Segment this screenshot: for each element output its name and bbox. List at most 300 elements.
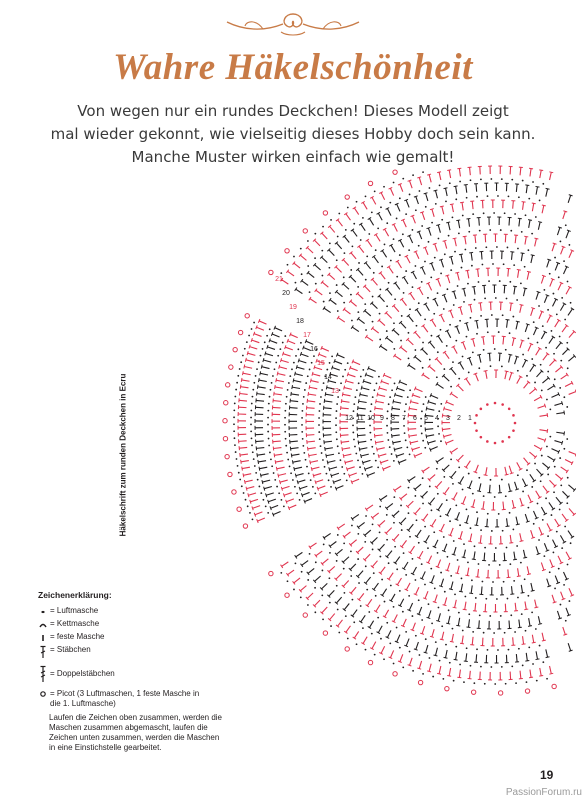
stitch-mark (558, 618, 562, 619)
chain-stitch (312, 486, 314, 488)
stitch-mark (515, 482, 518, 490)
stitch-mark (400, 599, 404, 606)
stitch-mark (287, 339, 288, 343)
stitch-mark (318, 486, 326, 489)
stitch-mark (434, 655, 438, 656)
stitch-mark (479, 218, 480, 226)
chain-stitch (508, 436, 511, 439)
stitch-mark (475, 603, 476, 611)
chain-stitch (268, 445, 270, 447)
legend-item-label: = Stäbchen (50, 645, 91, 654)
chain-stitch (514, 631, 516, 633)
chain-stitch (567, 564, 569, 566)
chain-stitch (409, 389, 411, 391)
stitch-mark (342, 448, 350, 449)
chain-stitch (375, 460, 377, 462)
stitch-mark (521, 585, 522, 593)
stitch-mark (308, 454, 309, 458)
chain-stitch (324, 466, 326, 468)
stitch-mark (288, 506, 290, 510)
stitch-mark (304, 500, 306, 504)
stitch-mark (515, 489, 519, 490)
stitch-mark (367, 240, 372, 247)
stitch-mark (509, 218, 510, 226)
stitch-mark (307, 441, 315, 442)
stitch-mark (293, 380, 301, 382)
stitch-mark (568, 531, 572, 538)
stitch-mark (508, 569, 509, 577)
stitch-mark (379, 454, 387, 456)
stitch-mark (346, 626, 351, 633)
chain-stitch (337, 534, 339, 536)
chain-stitch (242, 355, 244, 357)
stitch-mark (259, 378, 260, 382)
picot-mark (323, 631, 327, 635)
stitch-mark (432, 519, 436, 526)
stitch-mark (466, 185, 467, 193)
chain-stitch (498, 331, 500, 333)
stitch-mark (556, 262, 560, 263)
chain-stitch (489, 229, 491, 231)
chain-stitch (527, 507, 529, 509)
chain-stitch (489, 615, 491, 617)
stitch-mark (325, 392, 326, 396)
stitch-mark (308, 394, 316, 395)
chain-stitch (482, 581, 484, 583)
stitch-mark (381, 193, 385, 200)
stitch-mark (312, 372, 313, 376)
stitch-mark (366, 263, 371, 269)
chain-stitch (427, 547, 429, 549)
chain-stitch (399, 590, 401, 592)
chain-stitch (570, 542, 572, 544)
stitch-mark (450, 641, 454, 642)
stitch-mark (557, 228, 560, 236)
stitch-mark (410, 441, 411, 445)
stitch-mark (267, 347, 275, 350)
stitch-mark (410, 441, 418, 443)
picot-mark (368, 181, 372, 185)
stitch-mark (470, 534, 472, 542)
chain-stitch (494, 496, 496, 498)
stitch-mark (455, 272, 459, 273)
chain-stitch (501, 178, 503, 180)
stitch-mark (242, 467, 243, 471)
stitch-mark (397, 204, 400, 211)
picot-mark (368, 660, 372, 664)
chain-stitch (302, 445, 304, 447)
stitch-mark (447, 276, 449, 284)
chain-stitch (419, 190, 421, 192)
picot-mark (303, 229, 307, 233)
chain-stitch (446, 345, 448, 347)
stitch-mark (358, 441, 366, 442)
stitch-mark (398, 461, 400, 465)
chain-stitch (323, 544, 325, 546)
stitch-mark (242, 371, 243, 375)
chain-stitch (265, 505, 267, 507)
stitch-mark (455, 519, 459, 520)
chain-stitch (496, 246, 498, 248)
chain-stitch (331, 355, 333, 357)
stitch-mark (390, 188, 393, 195)
stitch-mark (470, 671, 471, 679)
stitch-mark (386, 528, 392, 534)
stitch-mark (536, 659, 540, 660)
chain-stitch (243, 492, 245, 494)
stitch-mark (535, 600, 537, 608)
stitch-mark (240, 454, 248, 455)
stitch-mark (423, 467, 430, 471)
chain-stitch (295, 282, 297, 284)
stitch-mark (268, 500, 269, 504)
chain-stitch (494, 402, 497, 405)
stitch-mark (248, 493, 256, 495)
stitch-mark (448, 616, 450, 624)
chain-stitch (490, 178, 492, 180)
chain-stitch (338, 452, 340, 454)
chain-stitch (381, 266, 383, 268)
stitch-mark (411, 629, 415, 630)
stitch-mark (547, 259, 551, 260)
chain-stitch (437, 552, 439, 554)
legend-item (38, 619, 228, 629)
chain-stitch (542, 325, 544, 327)
chain-stitch (505, 349, 507, 351)
stitch-mark (419, 551, 423, 558)
stitch-mark (372, 561, 377, 567)
chain-stitch (474, 299, 476, 301)
stitch-mark (374, 256, 379, 262)
stitch-mark (286, 500, 287, 504)
chain-stitch (337, 396, 339, 398)
chain-stitch (490, 666, 492, 668)
chain-stitch (437, 493, 439, 495)
stitch-mark (525, 237, 526, 245)
stitch-mark (357, 547, 363, 552)
stitch-mark (387, 503, 393, 508)
stitch-mark (454, 186, 458, 187)
stitch-mark (397, 578, 401, 585)
stitch-mark (437, 172, 441, 173)
stitch-mark (444, 434, 452, 436)
stitch-mark (555, 576, 558, 583)
chain-stitch (431, 222, 433, 224)
stitch-mark (243, 373, 251, 375)
chain-stitch (366, 589, 368, 591)
chain-stitch (409, 194, 411, 196)
chain-stitch (461, 267, 463, 269)
stitch-mark (336, 267, 342, 273)
chain-stitch (322, 459, 324, 461)
stitch-mark (424, 193, 428, 194)
chain-stitch (372, 296, 374, 298)
stitch-mark (423, 247, 427, 248)
chain-stitch (384, 244, 386, 246)
stitch-mark (351, 480, 353, 484)
chain-stitch (260, 355, 262, 357)
chain-stitch (386, 622, 388, 624)
stitch-mark (534, 238, 538, 239)
chain-stitch (510, 614, 512, 616)
stitch-mark (392, 435, 400, 436)
stitch-mark (538, 624, 542, 625)
stitch-mark (320, 493, 322, 497)
chain-stitch (356, 643, 358, 645)
chain-stitch (236, 382, 238, 384)
stitch-mark (525, 514, 528, 522)
stitch-mark (458, 455, 464, 461)
chain-stitch (321, 452, 323, 454)
stitch-mark (417, 530, 422, 537)
stitch-mark (294, 467, 295, 471)
stitch-mark (393, 401, 401, 403)
stitch-mark (543, 354, 548, 360)
stitch-mark (347, 372, 348, 376)
chain-stitch (483, 632, 485, 634)
chain-stitch (386, 514, 388, 516)
chain-stitch (437, 351, 439, 353)
stitch-mark (470, 305, 472, 313)
row-number: 11 (356, 415, 364, 422)
stitch-mark (555, 519, 559, 526)
stitch-mark (296, 289, 303, 293)
stitch-mark (460, 643, 464, 644)
stitch-mark (427, 227, 431, 228)
stitch-mark (537, 291, 541, 292)
stitch-mark (286, 499, 293, 502)
stitch-mark (564, 411, 565, 415)
chain-stitch (258, 486, 260, 488)
stitch-mark (343, 557, 349, 562)
chain-stitch (434, 257, 436, 259)
stitch-mark (516, 517, 518, 525)
stitch-mark (466, 379, 470, 386)
stitch-mark (298, 480, 306, 482)
stitch-mark (445, 352, 450, 359)
stitch-mark (259, 380, 267, 381)
stitch-mark (241, 387, 249, 388)
stitch-mark (295, 374, 303, 376)
chain-stitch (276, 486, 278, 488)
stitch-mark (547, 586, 551, 587)
stitch-mark (423, 598, 427, 599)
chain-stitch (301, 424, 303, 426)
chain-stitch (535, 216, 537, 218)
stitch-mark (273, 401, 281, 402)
picot-mark (224, 401, 228, 405)
chain-stitch (424, 447, 426, 449)
chain-stitch (315, 561, 317, 563)
stitch-mark (428, 441, 436, 443)
chain-stitch (371, 446, 373, 448)
chain-stitch (549, 408, 551, 410)
chain-stitch (268, 403, 270, 405)
stitch-mark (459, 670, 460, 678)
stitch-mark (377, 448, 385, 450)
stitch-mark (536, 469, 541, 475)
stitch-mark (447, 508, 451, 515)
chain-stitch (309, 553, 311, 555)
chain-stitch (449, 182, 451, 184)
stitch-mark (363, 202, 367, 209)
stitch-mark (457, 273, 459, 281)
chain-stitch (433, 531, 435, 533)
stitch-mark (312, 467, 320, 469)
stitch-mark (568, 485, 574, 490)
chain-stitch (479, 614, 481, 616)
stitch-mark (461, 254, 463, 262)
stitch-mark (298, 359, 299, 363)
chain-stitch (347, 362, 349, 364)
chain-stitch (254, 465, 256, 467)
chain-stitch (463, 301, 465, 303)
chain-stitch (472, 631, 474, 633)
stitch-mark (424, 652, 428, 653)
chain-stitch (457, 559, 459, 561)
chain-stitch (249, 512, 251, 514)
chain-stitch (311, 362, 313, 364)
chain-stitch (440, 329, 442, 331)
stitch-mark (512, 586, 513, 594)
stitch-mark (377, 393, 378, 397)
stitch-mark (246, 360, 254, 362)
stitch-mark (336, 243, 341, 249)
chain-stitch (365, 565, 367, 567)
stitch-mark (569, 332, 574, 338)
stitch-mark (392, 408, 400, 409)
stitch-mark (487, 319, 488, 327)
chain-stitch (233, 423, 235, 425)
stitch-mark (290, 334, 297, 337)
stitch-mark (476, 184, 477, 192)
chain-stitch (547, 474, 549, 476)
stitch-mark (542, 205, 544, 213)
chain-stitch (246, 341, 248, 343)
chain-stitch (560, 360, 562, 362)
chain-stitch (343, 276, 345, 278)
chain-stitch (370, 410, 372, 412)
chain-stitch (478, 477, 480, 479)
stitch-mark (536, 546, 539, 554)
chain-stitch (330, 219, 332, 221)
stitch-mark (402, 299, 407, 305)
stitch-mark (433, 243, 437, 244)
picot-mark (393, 170, 397, 174)
chain-stitch (393, 182, 395, 184)
stitch-mark (564, 431, 565, 435)
stitch-mark (474, 320, 478, 321)
stitch-mark (386, 313, 392, 319)
stitch-mark (517, 377, 521, 384)
chain-stitch (369, 425, 371, 427)
stitch-mark (518, 568, 519, 576)
stitch-mark (563, 572, 566, 579)
chain-stitch (483, 212, 485, 214)
stitch-mark (436, 224, 440, 225)
stitch-mark (476, 517, 477, 525)
chain-stitch (289, 375, 291, 377)
stitch-mark (248, 353, 256, 355)
chain-stitch (307, 375, 309, 377)
chain-stitch (419, 654, 421, 656)
chain-stitch (266, 335, 268, 337)
stitch-mark (553, 602, 557, 603)
chain-stitch (336, 284, 338, 286)
stitch-mark (527, 271, 531, 272)
stitch-mark (278, 474, 279, 478)
chain-stitch (380, 638, 382, 640)
stitch-mark (278, 474, 286, 476)
stitch-mark (481, 337, 485, 338)
chain-stitch (278, 492, 280, 494)
chain-stitch (305, 459, 307, 461)
stitch-mark (239, 400, 247, 401)
chain-stitch (344, 252, 346, 254)
chain-stitch (500, 229, 502, 231)
chain-stitch (546, 678, 548, 680)
chain-stitch (284, 417, 286, 419)
chain-stitch (302, 438, 304, 440)
stitch-mark (483, 337, 484, 345)
stitch-mark (536, 348, 540, 355)
picot-mark (393, 672, 397, 676)
stitch-mark (400, 184, 403, 191)
chain-stitch (295, 355, 297, 357)
stitch-mark (239, 447, 247, 448)
stitch-mark (522, 202, 526, 203)
chain-stitch (442, 678, 444, 680)
chain-stitch (252, 451, 254, 453)
stitch-mark (554, 441, 562, 443)
chain-stitch (269, 396, 271, 398)
stitch-mark (389, 573, 393, 580)
stitch-mark (540, 170, 541, 178)
stitch-mark (546, 188, 550, 189)
stitch-mark (565, 459, 572, 463)
chain-stitch (336, 410, 338, 412)
stitch-mark (387, 551, 392, 557)
stitch-mark (413, 567, 417, 574)
stitch-mark (316, 551, 322, 556)
stitch-mark (338, 318, 345, 322)
chain-stitch (551, 330, 553, 332)
chain-stitch (262, 499, 264, 501)
stitch-mark (315, 480, 316, 484)
stitch-mark (521, 253, 525, 254)
stitch-mark (510, 372, 514, 373)
chain-stitch (376, 382, 378, 384)
stitch-mark (401, 347, 407, 352)
chain-stitch (447, 288, 449, 290)
chain-stitch (252, 389, 254, 391)
chain-stitch (490, 365, 492, 367)
stitch-mark (361, 615, 365, 622)
chain-stitch (501, 479, 503, 481)
chain-stitch (546, 446, 548, 448)
stitch-mark (277, 372, 278, 376)
stitch-mark (525, 661, 529, 662)
chain-stitch (335, 431, 337, 433)
chain-stitch (237, 465, 239, 467)
stitch-mark (363, 379, 364, 383)
chain-stitch (344, 592, 346, 594)
stitch-mark (523, 288, 525, 296)
stitch-mark (449, 170, 450, 178)
chain-stitch (459, 524, 461, 526)
chain-stitch (553, 353, 555, 355)
stitch-mark (359, 246, 364, 252)
